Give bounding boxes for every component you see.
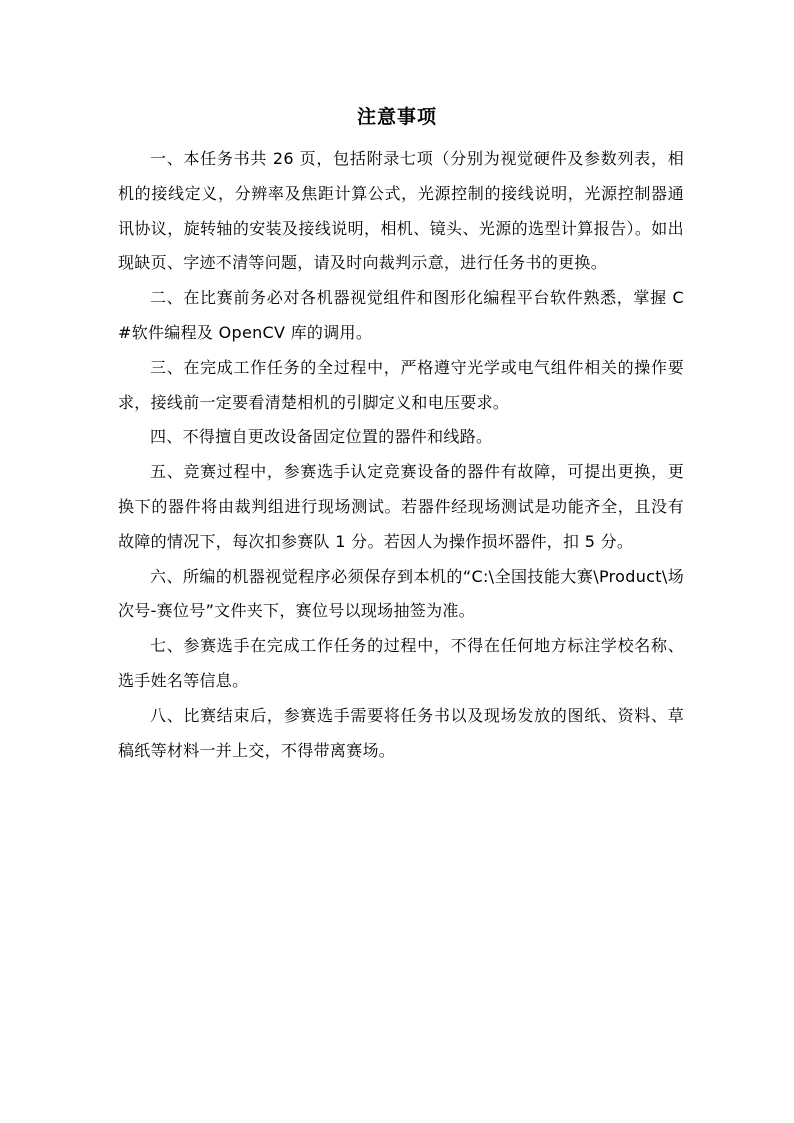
paragraph-2: 二、在比赛前务必对各机器视觉组件和图形化编程平台软件熟悉，掌握 C#软件编程及 OpenCV 库的调用。 (118, 288, 684, 342)
paragraph-6: 六、所编的机器视觉程序必须保存到本机的“C:\全国技能大赛\Product\场次号-赛位号”文件夹下，赛位号以现场抽签为准。 (118, 566, 684, 621)
paragraph-7: 七、参赛选手在完成工作任务的过程中，不得在任何地方标注学校名称、选手姓名等信息。 (118, 636, 684, 690)
paragraph-3: 三、在完成工作任务的全过程中，严格遵守光学或电气组件相关的操作要求，接线前一定要看清楚相机的引脚定义和电压要求。 (118, 357, 684, 412)
document-body (118, 142, 684, 768)
page-title: 注意事项 (356, 106, 437, 128)
paragraph-1: 一、本任务书共 26 页，包括附录七项（分别为视觉硬件及参数列表，相机的接线定义，分辨率及焦距计算公式，光源控制的接线说明，光源控制器通讯协议，旋转轴的安装及接线说明，相机、镜头、光源的选型计算报告）。如出现缺页、字迹不清等问题，请及时向裁判示意，进行任务书的更换。 (118, 149, 684, 273)
paragraph-8: 八、比赛结束后，参赛选手需要将任务书以及现场发放的图纸、资料、草稿纸等材料一并上交，不得带离赛场。 (118, 705, 684, 760)
paragraph-4: 四、不得擅自更改设备固定位置的器件和线路。 (150, 427, 493, 447)
paragraph-5: 五、竞赛过程中，参赛选手认定竞赛设备的器件有故障，可提出更换，更换下的器件将由裁判组进行现场测试。若器件经现场测试是功能齐全，且没有故障的情况下，每次扣参赛队 1 分。若因人为操作损坏器件，扣 5 分。 (118, 462, 684, 551)
